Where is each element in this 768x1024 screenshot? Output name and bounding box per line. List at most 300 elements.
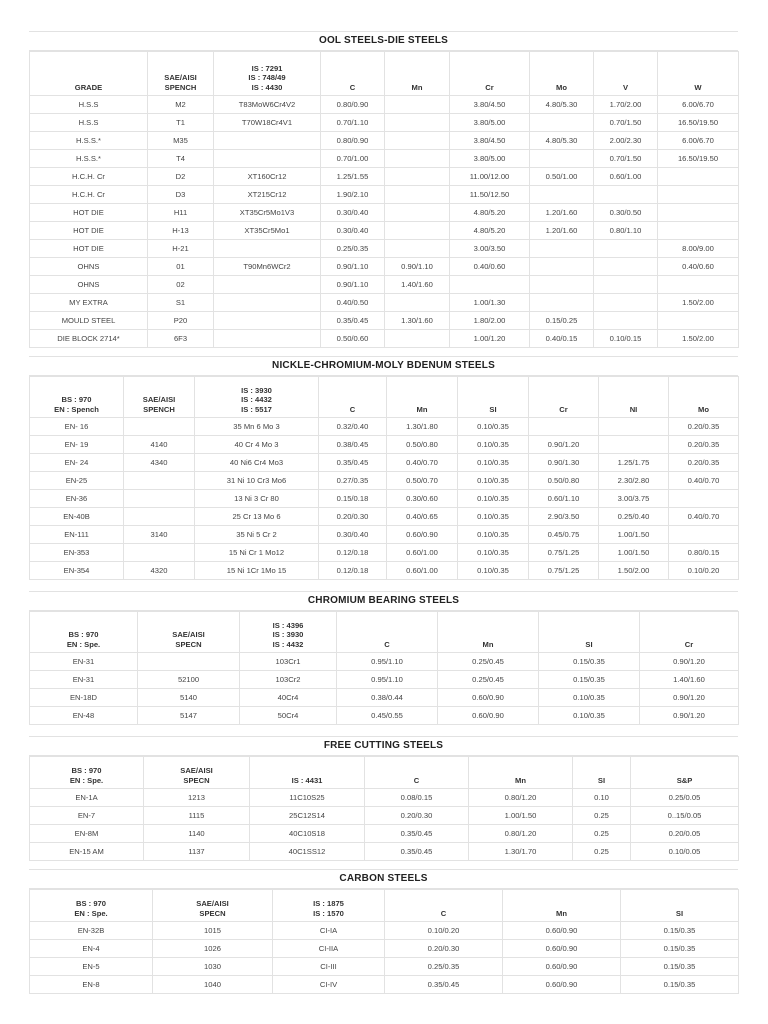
column-header [214,52,321,96]
column-header-line: Mo [556,82,567,92]
table-cell [530,150,594,168]
column-header [30,757,144,789]
table-cell: 0.95/1.10 [337,671,438,689]
table-cell [530,240,594,258]
column-header-line: SAE/AISI [196,899,229,908]
column-header [503,890,621,922]
table-cell: 2.30/2.80 [599,472,669,490]
table-cell [530,114,594,132]
table-cell: 0.15/0.35 [621,922,739,940]
table-cell: 0..15/0.05 [631,807,739,825]
table-row [30,168,739,186]
table-cell: 16.50/19.50 [658,114,739,132]
table-cell: 0.25/0.35 [321,240,385,258]
table-cell: D2 [148,168,214,186]
table-cell [385,222,450,240]
table-cell: 0.10/0.35 [458,508,529,526]
table-cell: H.S.S.* [30,132,148,150]
table-cell [214,330,321,348]
table-cell: 0.35/0.45 [365,843,469,861]
table-cell: 0.60/0.90 [503,922,621,940]
table-cell: CI-IIA [273,940,385,958]
table-cell: 11C10S25 [250,789,365,807]
table-cell: 0.30/0.60 [387,490,458,508]
table-cell: XT160Cr12 [214,168,321,186]
column-header-line: EN : Spe. [66,639,101,649]
table-cell: H.S.S [30,114,148,132]
table-cell: 1040 [153,976,273,994]
column-header [438,612,539,653]
table-cell: 0.90/1.20 [529,436,599,454]
column-header-line: Cr [485,82,494,92]
table-row [30,132,739,150]
table-cell: 0.40/0.70 [387,454,458,472]
column-header-line: IS : 4432 [241,395,272,404]
table-cell [214,240,321,258]
table-cell [124,544,195,562]
table-cell: 0.90/1.10 [321,276,385,294]
table-cell: 0.95/1.10 [337,653,438,671]
column-header-line: IS : 4396 [272,620,304,630]
table-cell: 25C12S14 [250,807,365,825]
table-cell: 3.80/5.00 [450,114,530,132]
table-cell: 0.40/0.60 [450,258,530,276]
column-header-line: IS : 748/49 [248,73,286,82]
table-cell: 0.70/1.50 [594,114,658,132]
section-chromium-bearing-steels [29,591,738,725]
table-cell: 02 [148,276,214,294]
table-cell: CI-IA [273,922,385,940]
column-header-line: BS : 970 [61,395,92,404]
column-header-line: SI [585,639,593,649]
column-header [385,52,450,96]
column-header [621,890,739,922]
table-cell: 0.60/1.10 [529,490,599,508]
column-header-line: IS : 1875 [313,899,344,908]
table-cell [214,312,321,330]
table-cell [669,526,739,544]
table-cell: 0.30/0.40 [321,222,385,240]
column-header-line: IS : 5517 [241,404,272,414]
table-cell: 40C10S18 [250,825,365,843]
table-cell: 0.90/1.10 [385,258,450,276]
table-cell: 0.12/0.18 [319,562,387,580]
table-cell [385,186,450,204]
table-row [30,222,739,240]
table-cell: 1.50/2.00 [599,562,669,580]
table-cell: 0.40/0.60 [658,258,739,276]
table-row [30,96,739,114]
header-row [30,52,739,96]
table-cell: EN-36 [30,490,124,508]
table-cell: EN-31 [30,653,138,671]
table-cell: 0.70/1.00 [321,150,385,168]
table-cell: 0.20/0.35 [669,454,739,472]
table-cell: 0.10/0.35 [539,689,640,707]
table-cell [594,258,658,276]
table-cell: 0.08/0.15 [365,789,469,807]
table-cell: 1.90/2.10 [321,186,385,204]
column-header-line: Mn [411,82,423,92]
table-cell: EN- 19 [30,436,124,454]
section-nickel-chromium-molybdenum-steels [29,356,738,580]
table-cell: 3.80/4.50 [450,132,530,150]
table-cell: H-21 [148,240,214,258]
column-header-line: SPECN [199,908,226,918]
table-cell: 1140 [144,825,250,843]
header-row [30,612,739,653]
table-row [30,204,739,222]
table-cell: 31 Ni 10 Cr3 Mo6 [195,472,319,490]
table-cell [658,312,739,330]
table-row [30,114,739,132]
header-row [30,757,739,789]
table-cell: 0.10/0.05 [631,843,739,861]
table-cell: D3 [148,186,214,204]
table-cell: 0.10/0.20 [385,922,503,940]
column-header-line: C [384,639,390,649]
table-cell: EN-111 [30,526,124,544]
table-row [30,825,739,843]
table-cell: 0.10/0.35 [458,526,529,544]
table-cell: EN-8M [30,825,144,843]
table-cell: EN- 24 [30,454,124,472]
table-cell: 01 [148,258,214,276]
table-cell: EN-7 [30,807,144,825]
column-header [599,377,669,418]
table-cell: 35 Ni 5 Cr 2 [195,526,319,544]
column-header [30,52,148,96]
header-row [30,890,739,922]
table-cell: 1.50/2.00 [658,294,739,312]
column-header [387,377,458,418]
column-header-line: SAE/AISI [172,630,205,639]
column-header [138,612,240,653]
column-header-line: IS : 7291 [251,63,283,73]
table-cell: 0.60/0.90 [387,526,458,544]
table-cell: 4.80/5.30 [530,96,594,114]
table-cell: 4340 [124,454,195,472]
table-cell: EN-4 [30,940,153,958]
table-cell: EN-48 [30,707,138,725]
table-cell: 0.15/0.35 [539,653,640,671]
table-cell: 0.25/0.45 [438,653,539,671]
table-cell [594,312,658,330]
table-row [30,418,739,436]
table-cell [124,508,195,526]
table-cell: 0.35/0.45 [365,825,469,843]
table-cell: T70W18Cr4V1 [214,114,321,132]
table-cell: 4140 [124,436,195,454]
table-cell: 8.00/9.00 [658,240,739,258]
column-header [640,612,739,653]
table-row [30,807,739,825]
table-cell: 1.20/1.60 [530,222,594,240]
table-row [30,789,739,807]
table-cell: 0.80/0.90 [321,96,385,114]
table-cell: 0.90/1.20 [640,689,739,707]
column-header-line: IS : 3930 [241,385,272,395]
table-cell: 0.15/0.25 [530,312,594,330]
column-header [240,612,337,653]
column-header-line: C [349,404,356,414]
steel-table [29,889,739,994]
table-cell [138,653,240,671]
table-cell [385,330,450,348]
steel-table [29,376,739,580]
table-cell: 0.10/0.35 [458,436,529,454]
steel-table [29,611,739,725]
table-cell: 0.35/0.45 [321,312,385,330]
table-cell: 0.60/0.90 [438,689,539,707]
table-row [30,526,739,544]
table-cell: 3.00/3.50 [450,240,530,258]
table-cell: 0.40/0.70 [669,472,739,490]
table-cell: 4.80/5.30 [530,132,594,150]
section-title: CHROMIUM BEARING STEELS [29,591,738,611]
table-cell: 0.15/0.35 [621,958,739,976]
column-header [319,377,387,418]
section-title: OOL STEELS-DIE STEELS [29,31,738,51]
table-cell [594,186,658,204]
column-header-line: Mn [416,404,428,414]
table-cell: 4320 [124,562,195,580]
column-header-line: SAE/AISI [142,395,176,404]
table-row [30,258,739,276]
table-cell: 0.30/0.40 [319,526,387,544]
table-cell: S1 [148,294,214,312]
table-cell: M2 [148,96,214,114]
table-cell [214,150,321,168]
table-cell: EN-5 [30,958,153,976]
table-cell: 0.60/0.90 [503,958,621,976]
table-cell: MY EXTRA [30,294,148,312]
column-header-line: SAE/AISI [180,766,213,775]
table-cell: OHNS [30,258,148,276]
table-cell [529,418,599,436]
table-row [30,276,739,294]
column-header-line: IS : 4430 [251,82,283,92]
table-cell: 0.25/0.45 [438,671,539,689]
table-cell: 0.10/0.35 [458,544,529,562]
table-cell [124,490,195,508]
table-cell: 1.25/1.75 [599,454,669,472]
table-cell: 35 Mn 6 Mo 3 [195,418,319,436]
table-cell: 0.10 [573,789,631,807]
column-header-line: SPECN [175,639,202,649]
table-cell [599,418,669,436]
column-header [30,890,153,922]
table-cell: M35 [148,132,214,150]
table-cell: 0.30/0.50 [594,204,658,222]
column-header [273,890,385,922]
table-cell: 0.80/0.90 [321,132,385,150]
table-cell: 0.80/1.20 [469,789,573,807]
table-cell: 0.10/0.35 [458,454,529,472]
column-header-line: BS : 970 [71,766,102,775]
table-cell [594,294,658,312]
column-header [658,52,739,96]
column-header [153,890,273,922]
table-cell: 0.45/0.75 [529,526,599,544]
table-cell: T4 [148,150,214,168]
table-cell [214,132,321,150]
table-cell: 0.40/0.70 [669,508,739,526]
column-header [30,612,138,653]
table-cell: 0.10/0.35 [458,562,529,580]
column-header-line: IS : 4432 [272,639,304,649]
table-cell: 2.00/2.30 [594,132,658,150]
table-cell: EN-15 AM [30,843,144,861]
table-cell [214,294,321,312]
section-title: FREE CUTTING STEELS [29,736,738,756]
table-cell: 3.80/5.00 [450,150,530,168]
column-header-line: GRADE [74,82,103,92]
table-cell [385,294,450,312]
table-cell [385,204,450,222]
table-cell: 0.90/1.30 [529,454,599,472]
table-cell: 2.90/3.50 [529,508,599,526]
table-cell: 5140 [138,689,240,707]
table-row [30,436,739,454]
table-cell: 0.70/1.10 [321,114,385,132]
table-cell: 4.80/5.20 [450,204,530,222]
column-header-line: IS : 1570 [313,908,344,918]
column-header-line: S&P [676,775,693,785]
table-row [30,294,739,312]
table-cell: 0.10/0.15 [594,330,658,348]
table-cell: HOT DIE [30,222,148,240]
table-cell: 0.90/1.20 [640,653,739,671]
column-header-line: BS : 970 [76,899,106,908]
column-header-line: EN : Spe. [69,775,104,785]
table-cell: EN-31 [30,671,138,689]
table-cell: 0.27/0.35 [319,472,387,490]
table-cell [658,276,739,294]
table-cell: 1.00/1.50 [599,544,669,562]
column-header [458,377,529,418]
table-cell: 1.40/1.60 [385,276,450,294]
table-cell [124,418,195,436]
table-cell: 1.25/1.55 [321,168,385,186]
column-header-line: IS : 3930 [272,630,304,639]
table-cell: 1.30/1.60 [385,312,450,330]
table-cell: 1030 [153,958,273,976]
column-header-line: EN : Spench [54,404,99,414]
table-cell [385,150,450,168]
section-free-cutting-steels [29,736,738,861]
table-row [30,472,739,490]
table-cell: 1213 [144,789,250,807]
column-header [669,377,739,418]
table-cell: 0.20/0.30 [365,807,469,825]
table-cell: 0.38/0.44 [337,689,438,707]
table-cell: 0.75/1.25 [529,544,599,562]
table-cell: 40 Ni6 Cr4 Mo3 [195,454,319,472]
column-header [337,612,438,653]
table-cell: 0.60/0.90 [503,940,621,958]
table-cell: 1.00/1.50 [599,526,669,544]
table-row [30,508,739,526]
table-cell [658,186,739,204]
column-header-line: V [622,82,629,92]
table-cell: 1.50/2.00 [658,330,739,348]
column-header [124,377,195,418]
table-cell: 1.40/1.60 [640,671,739,689]
table-row [30,922,739,940]
column-header [30,377,124,418]
column-header [469,757,573,789]
table-cell: 0.50/1.00 [530,168,594,186]
column-header-line: SPECN [183,775,210,785]
table-cell: EN-354 [30,562,124,580]
table-cell: 40C1SS12 [250,843,365,861]
table-row [30,312,739,330]
table-cell: 0.35/0.45 [319,454,387,472]
column-header [195,377,319,418]
table-cell: OHNS [30,276,148,294]
table-cell: EN- 16 [30,418,124,436]
table-cell: 4.80/5.20 [450,222,530,240]
table-cell: 103Cr1 [240,653,337,671]
table-row [30,976,739,994]
table-cell: 0.25/0.05 [631,789,739,807]
table-cell: 0.90/1.10 [321,258,385,276]
table-cell: 0.60/0.90 [438,707,539,725]
table-cell: 1.80/2.00 [450,312,530,330]
table-cell: 0.50/0.60 [321,330,385,348]
table-cell: 0.38/0.45 [319,436,387,454]
table-cell: 0.75/1.25 [529,562,599,580]
column-header [573,757,631,789]
table-cell [658,168,739,186]
column-header-line: C [349,82,356,92]
table-cell: 40 Cr 4 Mo 3 [195,436,319,454]
table-cell: 1.00/1.20 [450,330,530,348]
table-cell: 0.10/0.35 [458,472,529,490]
table-cell: 0.10/0.35 [458,418,529,436]
table-cell: 0.80/1.20 [469,825,573,843]
column-header-line: SAE/AISI [164,73,197,82]
table-cell: 0.32/0.40 [319,418,387,436]
table-cell: 0.70/1.50 [594,150,658,168]
table-cell: 6F3 [148,330,214,348]
table-cell: 6.00/6.70 [658,96,739,114]
table-cell [385,240,450,258]
table-cell: 3140 [124,526,195,544]
table-cell: 3.00/3.75 [599,490,669,508]
table-cell: T1 [148,114,214,132]
table-cell [530,258,594,276]
column-header-line: Mn [515,775,526,785]
table-cell: 0.15/0.35 [539,671,640,689]
column-header-line: SPENCH [164,82,197,92]
table-cell: EN-40B [30,508,124,526]
table-cell [124,472,195,490]
column-header-line: NI [629,404,638,414]
table-cell: 1137 [144,843,250,861]
table-cell: 1.30/1.80 [387,418,458,436]
table-cell: 11.00/12.00 [450,168,530,186]
table-cell: 0.60/1.00 [387,544,458,562]
table-cell: 0.40/0.15 [530,330,594,348]
column-header [385,890,503,922]
table-cell: P20 [148,312,214,330]
column-header-line: C [413,775,420,785]
table-cell: XT35Cr5Mo1 [214,222,321,240]
table-cell: 0.80/0.15 [669,544,739,562]
table-cell: 0.90/1.20 [640,707,739,725]
